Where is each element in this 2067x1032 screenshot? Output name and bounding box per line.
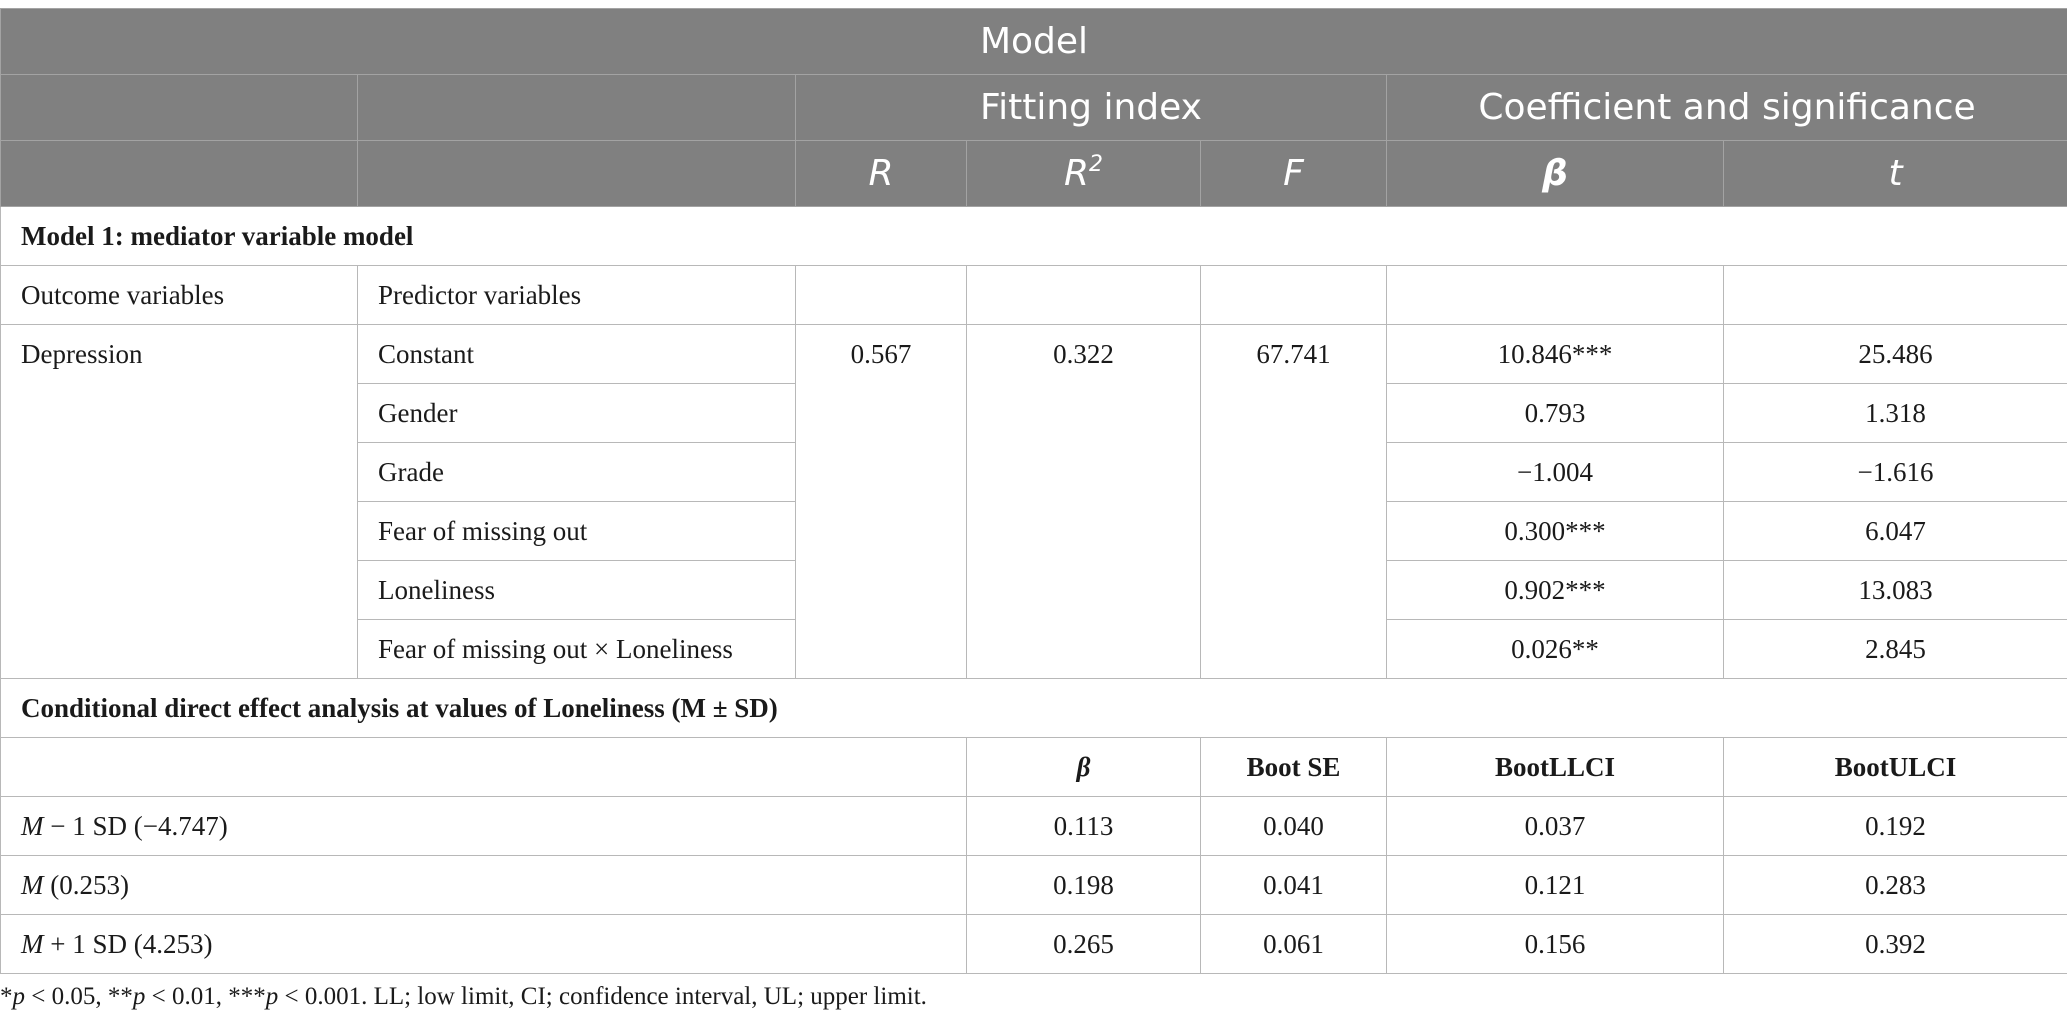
cond-boot-se: 0.061 bbox=[1201, 915, 1387, 974]
model1-label-row bbox=[1, 266, 2067, 325]
cond-boot-se: 0.040 bbox=[1201, 797, 1387, 856]
cond-label bbox=[1, 856, 967, 915]
t-cell: 6.047 bbox=[1724, 502, 2067, 561]
cond-label bbox=[1, 915, 967, 974]
header-r: R bbox=[796, 141, 967, 207]
beta-cell: 0.902*** bbox=[1387, 561, 1724, 620]
cond-bootulci: 0.392 bbox=[1724, 915, 2067, 974]
header-r-squared bbox=[967, 141, 1201, 207]
cond-beta: 0.265 bbox=[967, 915, 1201, 974]
t-cell: 2.845 bbox=[1724, 620, 2067, 679]
cond-bootulci: 0.283 bbox=[1724, 856, 2067, 915]
cond-beta: 0.198 bbox=[967, 856, 1201, 915]
beta-cell: 10.846*** bbox=[1387, 325, 1724, 384]
footnote-lead: * bbox=[0, 983, 13, 1010]
header-r2-sup: 2 bbox=[1089, 152, 1103, 177]
predictor-variables-label: Predictor variables bbox=[358, 266, 796, 325]
cond-bootllci: 0.037 bbox=[1387, 797, 1724, 856]
model1-section-row bbox=[1, 207, 2067, 266]
predictor-cell: Fear of missing out × Loneliness bbox=[358, 620, 796, 679]
cond-label bbox=[1, 797, 967, 856]
footnote-t1: < 0.05, ** bbox=[25, 983, 133, 1010]
footnote-t3: < 0.001. LL; low limit, CI; confidence interval, UL; upper limit. bbox=[278, 983, 927, 1010]
conditional-section-title: Conditional direct effect analysis at values of Loneliness (M ± SD) bbox=[1, 679, 2067, 738]
predictor-cell: Constant bbox=[358, 325, 796, 384]
header-f: F bbox=[1201, 141, 1387, 207]
t-cell: 1.318 bbox=[1724, 384, 2067, 443]
header-empty-2 bbox=[358, 75, 796, 141]
cond-label-rest: + 1 SD (4.253) bbox=[43, 928, 213, 959]
header-r2-base: R bbox=[1063, 153, 1089, 194]
empty-cell bbox=[1387, 266, 1724, 325]
header-row-model bbox=[1, 9, 2067, 75]
r-value: 0.567 bbox=[796, 325, 967, 679]
t-cell: 13.083 bbox=[1724, 561, 2067, 620]
table-row bbox=[1, 915, 2067, 974]
footnote-p2: p bbox=[132, 983, 146, 1010]
cond-label-rest: − 1 SD (−4.747) bbox=[43, 810, 228, 841]
outcome-depression: Depression bbox=[1, 325, 358, 679]
predictor-cell: Grade bbox=[358, 443, 796, 502]
model1-section-title: Model 1: mediator variable model bbox=[1, 207, 2067, 266]
cond-header-bootllci: BootLLCI bbox=[1387, 738, 1724, 797]
header-model: Model bbox=[1, 9, 2067, 75]
cond-header-beta: β bbox=[967, 738, 1201, 797]
moderated-mediation-table bbox=[0, 8, 2067, 974]
cond-beta: 0.113 bbox=[967, 797, 1201, 856]
table-row bbox=[1, 325, 2067, 384]
footnote-t2: < 0.01, *** bbox=[145, 983, 266, 1010]
beta-cell: 0.793 bbox=[1387, 384, 1724, 443]
predictor-cell: Gender bbox=[358, 384, 796, 443]
table-footnote bbox=[0, 983, 927, 1011]
f-value: 67.741 bbox=[1201, 325, 1387, 679]
empty-cell bbox=[1724, 266, 2067, 325]
header-empty-1 bbox=[1, 75, 358, 141]
cond-bootllci: 0.156 bbox=[1387, 915, 1724, 974]
header-fitting-index: Fitting index bbox=[796, 75, 1387, 141]
conditional-header-row bbox=[1, 738, 2067, 797]
header-coefficient-significance: Coefficient and significance bbox=[1387, 75, 2067, 141]
r2-value: 0.322 bbox=[967, 325, 1201, 679]
header-row-columns bbox=[1, 141, 2067, 207]
table-row bbox=[1, 797, 2067, 856]
results-table-container bbox=[0, 8, 2067, 974]
t-cell: 25.486 bbox=[1724, 325, 2067, 384]
cond-header-boot-se: Boot SE bbox=[1201, 738, 1387, 797]
cond-bootulci: 0.192 bbox=[1724, 797, 2067, 856]
empty-cell bbox=[1201, 266, 1387, 325]
cond-header-bootulci: BootULCI bbox=[1724, 738, 2067, 797]
cond-bootllci: 0.121 bbox=[1387, 856, 1724, 915]
table-row bbox=[1, 856, 2067, 915]
footnote-p3: p bbox=[265, 983, 279, 1010]
beta-cell: −1.004 bbox=[1387, 443, 1724, 502]
empty-cell bbox=[1, 738, 967, 797]
conditional-section-row bbox=[1, 679, 2067, 738]
beta-cell: 0.026** bbox=[1387, 620, 1724, 679]
empty-cell bbox=[967, 266, 1201, 325]
header-empty-4 bbox=[358, 141, 796, 207]
cond-label-m: M bbox=[21, 928, 44, 959]
cond-label-m: M bbox=[21, 810, 44, 841]
header-t: t bbox=[1724, 141, 2067, 207]
cond-label-m: M bbox=[21, 869, 44, 900]
predictor-cell: Fear of missing out bbox=[358, 502, 796, 561]
predictor-cell: Loneliness bbox=[358, 561, 796, 620]
header-row-groups bbox=[1, 75, 2067, 141]
t-cell: −1.616 bbox=[1724, 443, 2067, 502]
beta-cell: 0.300*** bbox=[1387, 502, 1724, 561]
footnote-p1: p bbox=[12, 983, 25, 1010]
outcome-variables-label: Outcome variables bbox=[1, 266, 358, 325]
cond-boot-se: 0.041 bbox=[1201, 856, 1387, 915]
header-beta: β bbox=[1387, 141, 1724, 207]
empty-cell bbox=[796, 266, 967, 325]
header-empty-3 bbox=[1, 141, 358, 207]
cond-label-rest: (0.253) bbox=[43, 869, 129, 900]
